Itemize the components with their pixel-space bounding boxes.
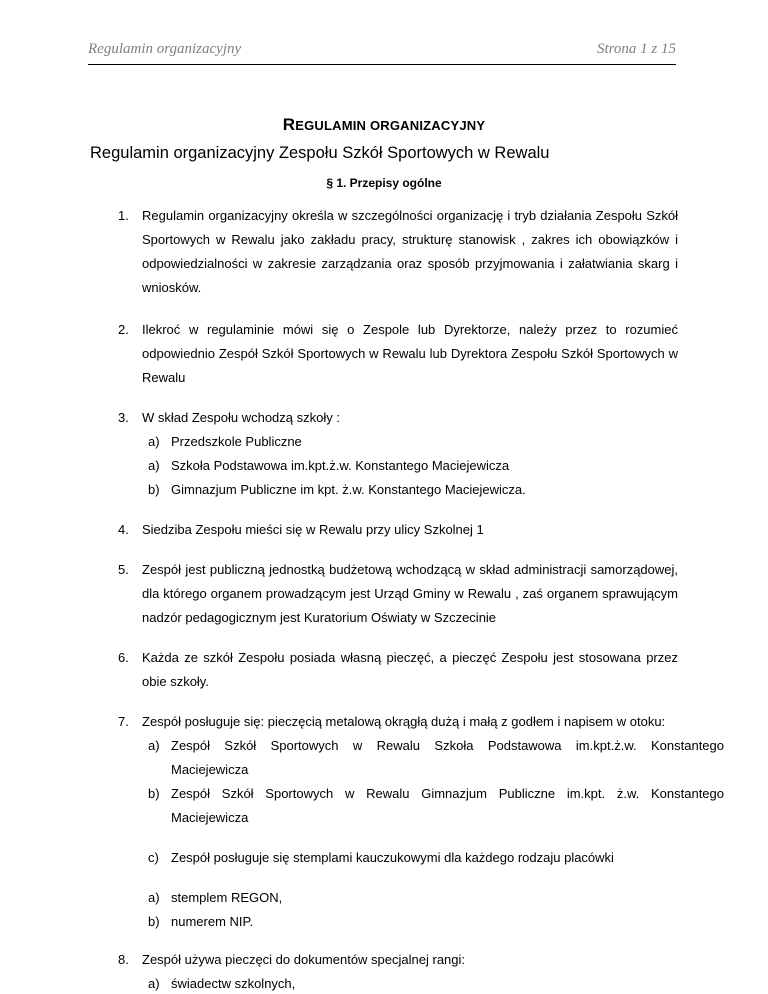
section-heading: § 1. Przepisy ogólne: [326, 176, 442, 190]
item-text-line: nadzór pedagogicznym jest Kuratorium Oświaty w Szczecinie: [142, 610, 497, 625]
sub-item-letter: a): [148, 458, 160, 473]
sub-item-text: Zespół Szkół Sportowych w Rewalu Szkoła Podstawowa im.kpt.ż.w. Konstantego: [171, 738, 724, 753]
sub-item: [148, 976, 296, 991]
item-text-line: W skład Zespołu wchodzą szkoły :: [142, 410, 340, 425]
title-first-letter: R: [282, 115, 296, 134]
item-text-line: Zespół używa pieczęci do dokumentów specjalnej rangi:: [142, 952, 466, 967]
item-text-line: Zespół jest publiczną jednostką budżetową wchodzącą w skład administracji samorządowej,: [142, 562, 678, 577]
sub-item-text: Gimnazjum Publiczne im kpt. ż.w. Konstantego Maciejewicza.: [171, 482, 526, 497]
sub-item-text: Szkoła Podstawowa im.kpt.ż.w. Konstantego Maciejewicza: [171, 458, 510, 473]
sub-item-text: numerem NIP.: [171, 914, 254, 929]
header-page-number: Strona 1 z 15: [596, 41, 676, 57]
item-number: 2.: [118, 322, 129, 337]
sub-item: [148, 482, 526, 497]
sub-item-letter: a): [148, 434, 160, 449]
item-number: 8.: [118, 952, 129, 967]
sub-item: [148, 458, 510, 473]
item-number: 4.: [118, 522, 129, 537]
sub-item-text: Maciejewicza: [171, 810, 249, 825]
title-rest: EGULAMIN ORGANIZACYJNY: [295, 118, 486, 133]
sub-item-text: Przedszkole Publiczne: [171, 434, 302, 449]
sub-item-text: Zespół posługuje się stemplami kauczukowymi dla każdego rodzaju placówki: [171, 850, 614, 865]
item-text-line: odpowiedzialności w zakresie zarządzania oraz sposób przyjmowania i załatwiania skarg i: [142, 256, 678, 271]
sub-item: [148, 890, 283, 905]
item-number: 7.: [118, 714, 129, 729]
item-text-line: odpowiednio Zespół Szkół Sportowych w Rewalu lub Dyrektora Zespołu Szkół Sportowych w: [142, 346, 678, 361]
item-text-line: Siedziba Zespołu mieści się w Rewalu przy ulicy Szkolnej 1: [142, 522, 484, 537]
sub-item-text: świadectw szkolnych,: [171, 976, 296, 991]
sub-item-letter: b): [148, 786, 160, 801]
item-text-line: Sportowych w Rewalu jako zakładu pracy, strukturę stanowisk , zakres ich obowiązków i: [142, 232, 678, 247]
sub-item-letter: b): [148, 914, 160, 929]
header-document-title: Regulamin organizacyjny: [88, 41, 242, 57]
document-subtitle: Regulamin organizacyjny Zespołu Szkół Sportowych w Rewalu: [90, 144, 550, 162]
document-title: [0, 115, 768, 135]
item-text-line: Regulamin organizacyjny określa w szczególności organizację i tryb działania Zespołu Szkół: [142, 208, 678, 223]
sub-item-letter: c): [148, 850, 159, 865]
sub-item-letter: b): [148, 482, 160, 497]
sub-item: [148, 850, 614, 865]
sub-item: [148, 914, 254, 929]
item-text-line: Rewalu: [142, 370, 186, 385]
sub-item: [148, 786, 726, 801]
item-number: 1.: [118, 208, 129, 223]
sub-item-text: Maciejewicza: [171, 762, 249, 777]
item-text-line: dla którego organem prowadzącym jest Urząd Gminy w Rewalu , zaś organem sprawującym: [142, 586, 678, 601]
item-number: 3.: [118, 410, 129, 425]
item-text-line: obie szkoły.: [142, 674, 209, 689]
page-header: [88, 40, 676, 65]
sub-item-letter: a): [148, 976, 160, 991]
item-text-line: Zespół posługuje się: pieczęcią metalową okrągłą dużą i małą z godłem i napisem w otoku:: [142, 714, 666, 729]
sub-item-text: Zespół Szkół Sportowych w Rewalu Gimnazjum Publiczne im.kpt. ż.w. Konstantego: [171, 786, 724, 801]
item-text-line: Każda ze szkół Zespołu posiada własną pieczęć, a pieczęć Zespołu jest stosowana przez: [142, 650, 678, 665]
item-number: 5.: [118, 562, 129, 577]
item-number: 6.: [118, 650, 129, 665]
sub-item: [148, 738, 726, 753]
item-text-line: wniosków.: [142, 280, 202, 295]
sub-item-letter: a): [148, 890, 160, 905]
item-text-line: Ilekroć w regulaminie mówi się o Zespole lub Dyrektorze, należy przez to rozumieć: [142, 322, 678, 337]
sub-item-letter: a): [148, 738, 160, 753]
sub-item: [148, 434, 302, 449]
sub-item-text: stemplem REGON,: [171, 890, 283, 905]
